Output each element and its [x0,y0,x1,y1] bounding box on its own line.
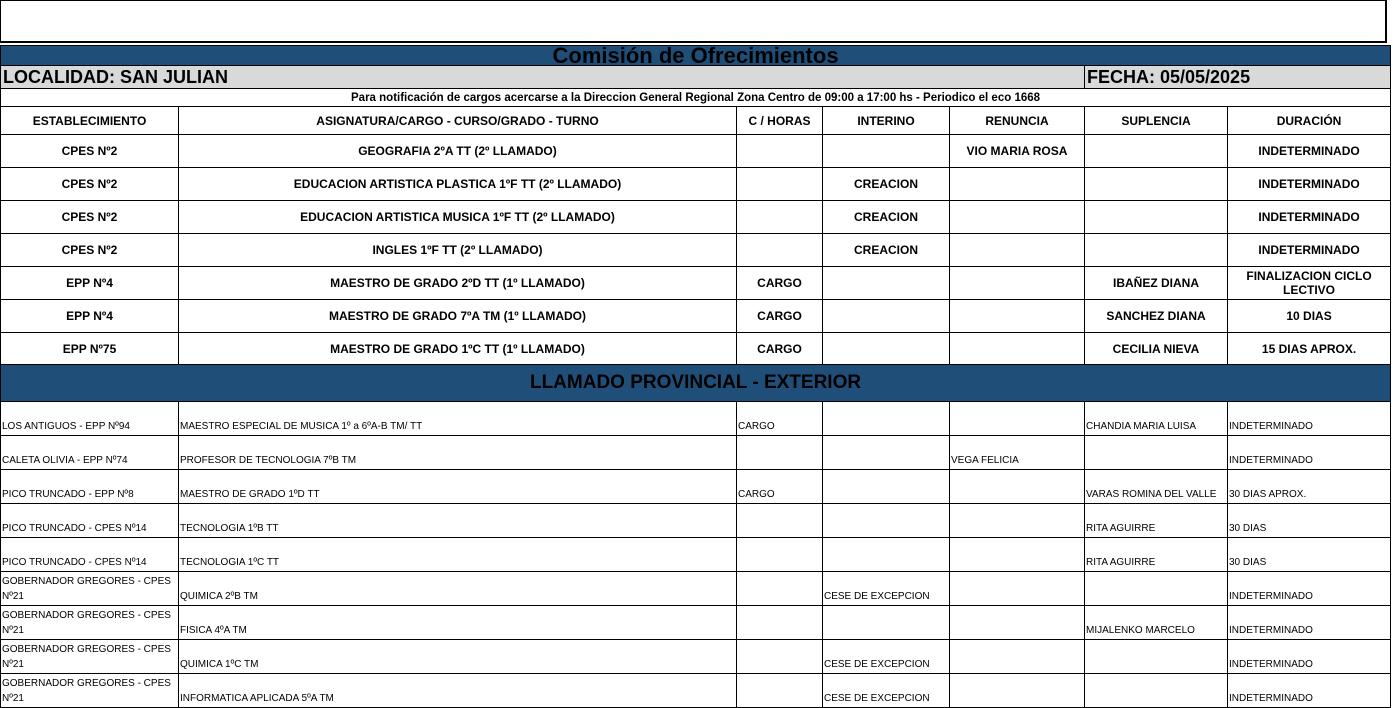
cell-interino[interactable] [823,436,950,470]
cell-suplencia[interactable]: RITA AGUIRRE [1085,538,1228,572]
cell-asignatura[interactable]: MAESTRO DE GRADO 1ºD TT [179,470,737,504]
cell-asignatura[interactable]: INFORMATICA APLICADA 5ºA TM [179,674,737,708]
cell-renuncia[interactable] [950,333,1085,366]
cell-horas[interactable] [737,168,823,201]
cell-suplencia[interactable] [1085,201,1228,234]
cell-horas[interactable] [737,201,823,234]
cell-suplencia[interactable] [1085,135,1228,168]
cell-duracion[interactable]: 10 DIAS [1228,300,1391,333]
cell-asignatura[interactable]: EDUCACION ARTISTICA MUSICA 1ºF TT (2º LLAMADO) [179,201,737,234]
cell-establecimiento[interactable]: CPES Nº2 [1,135,179,168]
cell-asignatura[interactable]: MAESTRO DE GRADO 7ºA TM (1º LLAMADO) [179,300,737,333]
cell-establecimiento[interactable]: EPP Nº4 [1,267,179,300]
info-row [1,66,1391,89]
cell-suplencia[interactable]: SANCHEZ DIANA [1085,300,1228,333]
exterior-offers-table [0,364,1391,708]
cell-duracion[interactable]: INDETERMINADO [1228,402,1391,436]
cell-horas[interactable] [737,436,823,470]
cell-suplencia[interactable] [1085,436,1228,470]
cell-duracion[interactable]: 30 DIAS [1228,504,1391,538]
cell-renuncia[interactable]: VEGA FELICIA [950,436,1085,470]
cell-establecimiento[interactable]: PICO TRUNCADO - CPES Nº14 [1,504,179,538]
table-row [1,201,1391,234]
cell-establecimiento[interactable]: CPES Nº2 [1,234,179,267]
cell-asignatura[interactable]: GEOGRAFIA 2ºA TT (2º LLAMADO) [179,135,737,168]
cell-asignatura[interactable]: QUIMICA 2ºB TM [179,572,737,606]
cell-asignatura[interactable]: TECNOLOGIA 1ºC TT [179,538,737,572]
header-renuncia[interactable]: RENUNCIA [950,107,1085,135]
notice-cell[interactable]: Para notificación de cargos acercarse a la Direccion General Regional Zona Centro de 09:00 a 17:00 hs - Periodico el eco 1668 [1,89,1391,107]
cell-duracion[interactable]: INDETERMINADO [1228,572,1391,606]
cell-interino[interactable]: CESE DE EXCEPCION [823,674,950,708]
cell-horas[interactable] [737,572,823,606]
cell-duracion[interactable]: INDETERMINADO [1228,135,1391,168]
header-horas[interactable]: C / HORAS [737,107,823,135]
cell-duracion[interactable]: INDETERMINADO [1228,674,1391,708]
table-row [1,300,1391,333]
header-duracion[interactable]: DURACIÓN [1228,107,1391,135]
cell-asignatura[interactable]: MAESTRO DE GRADO 1ºC TT (1º LLAMADO) [179,333,737,366]
cell-asignatura[interactable]: INGLES 1ºF TT (2º LLAMADO) [179,234,737,267]
cell-renuncia[interactable] [950,402,1085,436]
cell-horas[interactable] [737,135,823,168]
cell-horas[interactable]: CARGO [737,333,823,366]
cell-asignatura[interactable]: MAESTRO DE GRADO 2ºD TT (1º LLAMADO) [179,267,737,300]
cell-asignatura[interactable]: MAESTRO ESPECIAL DE MUSICA 1º a 6ºA-B TM/ TT [179,402,737,436]
cell-asignatura[interactable]: EDUCACION ARTISTICA PLASTICA 1ºF TT (2º LLAMADO) [179,168,737,201]
local-offers-table [0,45,1391,366]
cell-renuncia[interactable] [950,640,1085,674]
table-row [1,168,1391,201]
header-establecimiento[interactable]: ESTABLECIMIENTO [1,107,179,135]
cell-establecimiento[interactable]: CPES Nº2 [1,168,179,201]
cell-horas[interactable] [737,640,823,674]
cell-suplencia[interactable] [1085,572,1228,606]
table-row [1,572,1391,606]
cell-interino[interactable] [823,333,950,366]
cell-establecimiento[interactable]: GOBERNADOR GREGORES - CPES Nº21 [1,572,179,606]
table-row [1,606,1391,640]
table-row [1,234,1391,267]
cell-establecimiento[interactable]: LOS ANTIGUOS - EPP Nº94 [1,402,179,436]
cell-renuncia[interactable] [950,606,1085,640]
header-asignatura[interactable]: ASIGNATURA/CARGO - CURSO/GRADO - TURNO [179,107,737,135]
cell-asignatura[interactable]: TECNOLOGIA 1ºB TT [179,504,737,538]
cell-establecimiento[interactable]: EPP Nº4 [1,300,179,333]
cell-renuncia[interactable] [950,168,1085,201]
cell-horas[interactable] [737,538,823,572]
cell-asignatura[interactable]: QUIMICA 1ºC TM [179,640,737,674]
cell-interino[interactable] [823,504,950,538]
cell-duracion[interactable]: FINALIZACION CICLO LECTIVO [1228,267,1391,300]
table-row [1,674,1391,708]
cell-interino[interactable] [823,267,950,300]
header-suplencia[interactable]: SUPLENCIA [1085,107,1228,135]
fecha-cell[interactable]: FECHA: 05/05/2025 [1085,66,1391,89]
page-title: Comisión de Ofrecimientos [1,46,1391,66]
cell-duracion[interactable]: INDETERMINADO [1228,234,1391,267]
cell-suplencia[interactable]: CHANDIA MARIA LUISA [1085,402,1228,436]
header-row [1,107,1391,135]
localidad-cell[interactable]: LOCALIDAD: SAN JULIAN [1,66,1085,89]
cell-horas[interactable]: CARGO [737,402,823,436]
cell-interino[interactable]: CESE DE EXCEPCION [823,572,950,606]
cell-horas[interactable] [737,674,823,708]
cell-suplencia[interactable] [1085,234,1228,267]
cell-renuncia[interactable] [950,504,1085,538]
cell-interino[interactable] [823,470,950,504]
cell-establecimiento[interactable]: EPP Nº75 [1,333,179,366]
cell-duracion[interactable]: INDETERMINADO [1228,640,1391,674]
cell-suplencia[interactable] [1085,168,1228,201]
cell-establecimiento[interactable]: GOBERNADOR GREGORES - CPES Nº21 [1,640,179,674]
cell-duracion[interactable]: INDETERMINADO [1228,436,1391,470]
header-interino[interactable]: INTERINO [823,107,950,135]
cell-interino[interactable]: CREACION [823,201,950,234]
cell-establecimiento[interactable]: GOBERNADOR GREGORES - CPES Nº21 [1,674,179,708]
cell-renuncia[interactable] [950,470,1085,504]
cell-horas[interactable] [737,504,823,538]
cell-asignatura[interactable]: PROFESOR DE TECNOLOGIA 7ºB TM [179,436,737,470]
cell-suplencia[interactable]: MIJALENKO MARCELO [1085,606,1228,640]
cell-renuncia[interactable] [950,572,1085,606]
table-row [1,402,1391,436]
cell-interino[interactable]: CREACION [823,168,950,201]
cell-duracion[interactable]: 30 DIAS [1228,538,1391,572]
cell-renuncia[interactable] [950,234,1085,267]
empty-header-box[interactable] [0,0,1387,43]
cell-interino[interactable] [823,135,950,168]
cell-horas[interactable]: CARGO [737,300,823,333]
cell-horas[interactable] [737,234,823,267]
cell-renuncia[interactable] [950,201,1085,234]
cell-duracion[interactable]: INDETERMINADO [1228,606,1391,640]
cell-renuncia[interactable]: VIO MARIA ROSA [950,135,1085,168]
cell-renuncia[interactable] [950,674,1085,708]
cell-renuncia[interactable] [950,267,1085,300]
cell-interino[interactable] [823,402,950,436]
cell-suplencia[interactable] [1085,674,1228,708]
cell-establecimiento[interactable]: CALETA OLIVIA - EPP Nº74 [1,436,179,470]
exterior-title: LLAMADO PROVINCIAL - EXTERIOR [1,365,1391,402]
cell-interino[interactable]: CREACION [823,234,950,267]
cell-duracion[interactable]: 15 DIAS APROX. [1228,333,1391,366]
cell-duracion[interactable]: INDETERMINADO [1228,201,1391,234]
cell-renuncia[interactable] [950,538,1085,572]
cell-horas[interactable]: CARGO [737,470,823,504]
table-row [1,504,1391,538]
cell-interino[interactable] [823,606,950,640]
cell-interino[interactable]: CESE DE EXCEPCION [823,640,950,674]
cell-establecimiento[interactable]: GOBERNADOR GREGORES - CPES Nº21 [1,606,179,640]
local-rows [1,135,1391,366]
cell-establecimiento[interactable]: CPES Nº2 [1,201,179,234]
cell-renuncia[interactable] [950,300,1085,333]
exterior-rows [1,402,1391,708]
cell-interino[interactable] [823,538,950,572]
table-row [1,135,1391,168]
cell-duracion[interactable]: INDETERMINADO [1228,168,1391,201]
cell-duracion[interactable]: 30 DIAS APROX. [1228,470,1391,504]
cell-suplencia[interactable]: RITA AGUIRRE [1085,504,1228,538]
table-row [1,267,1391,300]
table-row [1,333,1391,366]
cell-suplencia[interactable] [1085,640,1228,674]
table-row [1,436,1391,470]
cell-interino[interactable] [823,300,950,333]
cell-horas[interactable] [737,606,823,640]
table-row [1,538,1391,572]
cell-asignatura[interactable]: FISICA 4ºA TM [179,606,737,640]
cell-suplencia[interactable]: VARAS ROMINA DEL VALLE [1085,470,1228,504]
exterior-title-row [1,365,1391,402]
table-row [1,470,1391,504]
cell-horas[interactable]: CARGO [737,267,823,300]
notice-row [1,89,1391,107]
cell-suplencia[interactable]: CECILIA NIEVA [1085,333,1228,366]
cell-suplencia[interactable]: IBAÑEZ DIANA [1085,267,1228,300]
table-row [1,640,1391,674]
cell-establecimiento[interactable]: PICO TRUNCADO - CPES Nº14 [1,538,179,572]
cell-establecimiento[interactable]: PICO TRUNCADO - EPP Nº8 [1,470,179,504]
title-row [1,46,1391,66]
